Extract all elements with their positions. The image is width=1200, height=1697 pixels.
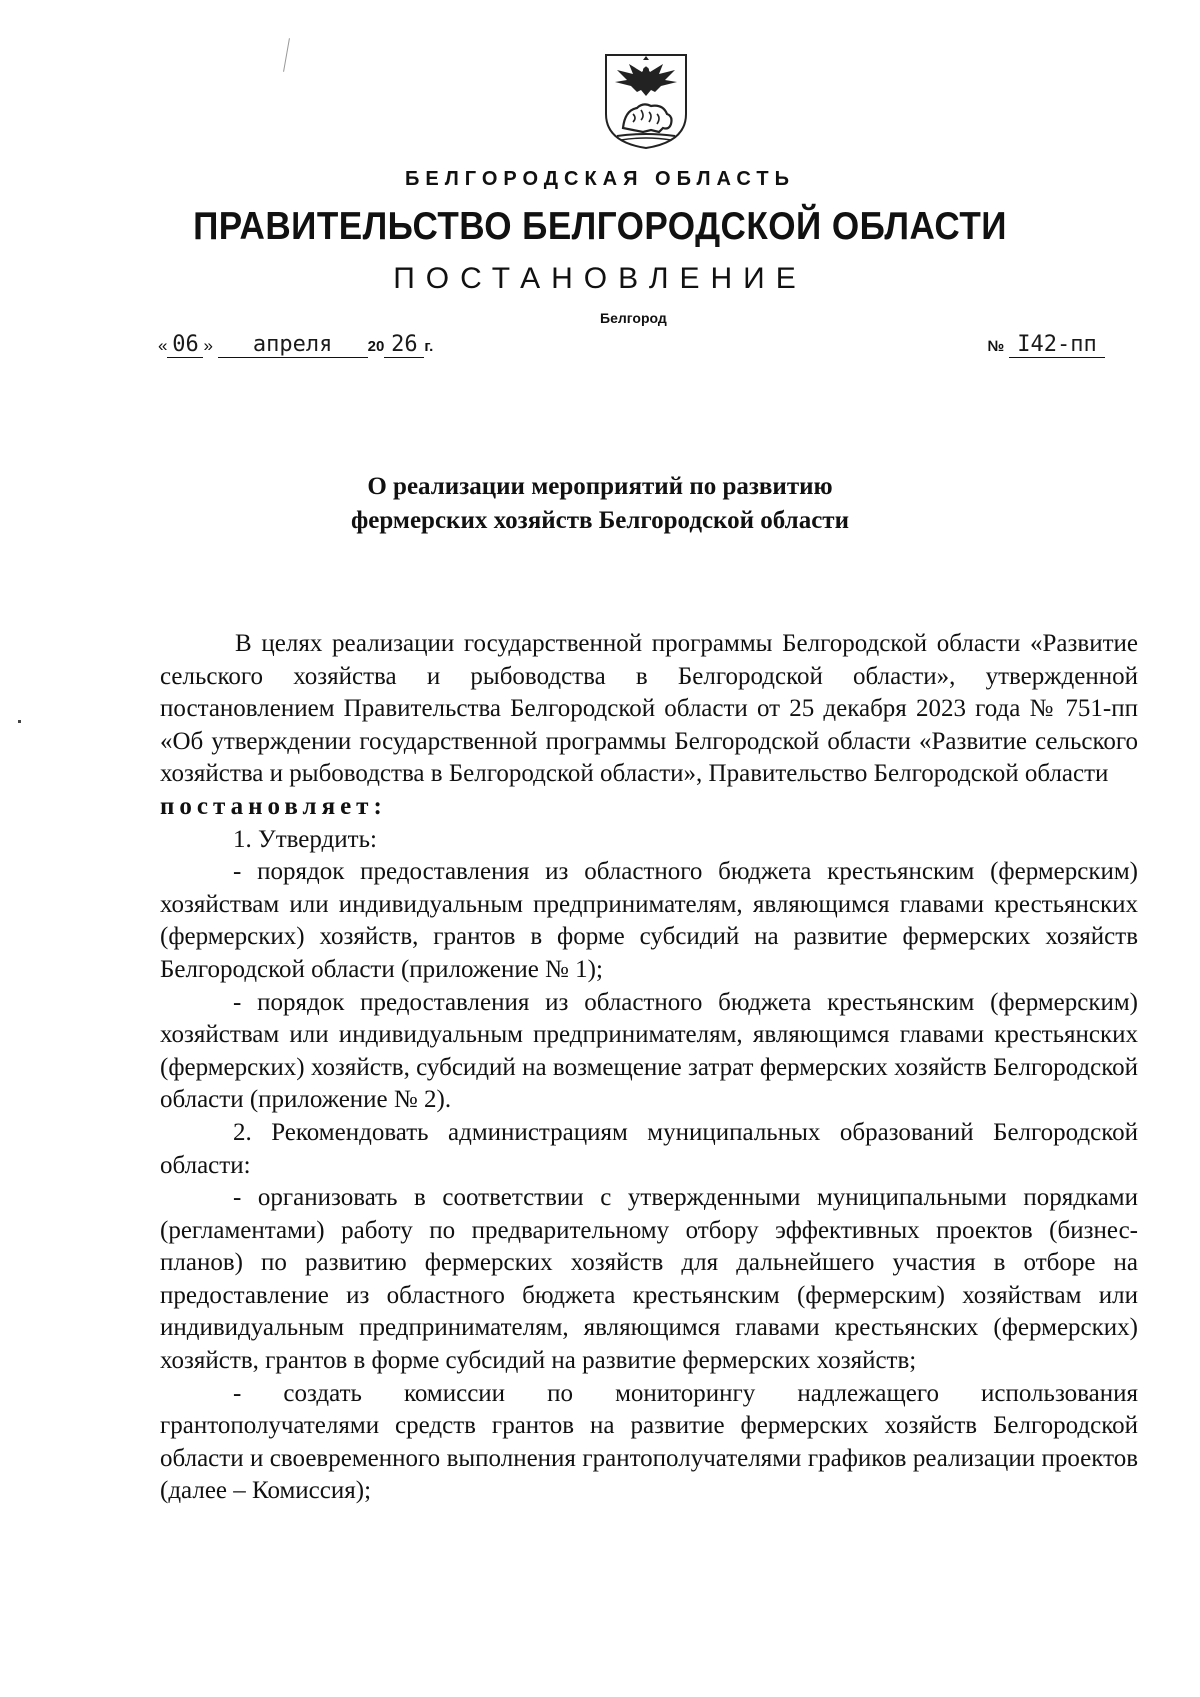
coat-of-arms-emblem bbox=[603, 52, 689, 150]
item-1-a: - порядок предоставления из областного бюджета крестьянским (фермерским) хозяйствам или индивидуальным предпринимателям, являющимся главами крестьянских (фермерских) хозяйств, грантов в форме субсидий на развитие фермерских хозяйств Белгородской области (приложение № 1); bbox=[160, 858, 1138, 983]
region-name: БЕЛГОРОДСКАЯ ОБЛАСТЬ bbox=[405, 168, 795, 190]
document-number: I42-пп bbox=[1009, 332, 1105, 358]
document-number-line bbox=[988, 332, 1105, 358]
item-1-heading: 1. Утвердить: bbox=[233, 825, 377, 853]
scan-speck bbox=[18, 720, 21, 723]
city-name: Белгород bbox=[600, 310, 667, 326]
date-day: 06 bbox=[167, 332, 203, 358]
document-body bbox=[160, 628, 1138, 1508]
title-line-1: О реализации мероприятий по развитию bbox=[367, 473, 833, 500]
item-2-heading: 2. Рекомендовать администрациям муниципальных образований Белгородской области: bbox=[160, 1118, 1138, 1179]
resolves-word bbox=[160, 791, 1138, 824]
date-year: 26 bbox=[384, 332, 424, 358]
document-type: ПОСТАНОВЛЕНИЕ bbox=[393, 262, 807, 295]
item-2-a: - организовать в соответствии с утвержденными муниципальными порядками (регламентами) работу по предварительному отбору эффективных проектов (бизнес-планов) по развитию фермерских хозяйств для дальнейшего участия в отборе на предоставление из областного бюджета крестьянским (фермерским) хозяйствам или индивидуальным предпринимателям, являющимся главами крестьянских (фермерских) хозяйств, грантов в форме субсидий на развитие фермерских хозяйств; bbox=[160, 1184, 1138, 1375]
scan-line bbox=[283, 38, 290, 72]
date-line bbox=[158, 332, 433, 358]
item-2-b: - создать комиссии по мониторингу надлежащего использования грантополучателями средств грантов на развитие фермерских хозяйств Белгородской области и своевременного выполнения грантополучателями графиков реализации проектов (далее – Комиссия); bbox=[160, 1379, 1138, 1505]
date-close-quote: » bbox=[203, 336, 213, 355]
date-year-suffix: г. bbox=[424, 338, 434, 355]
government-name: ПРАВИТЕЛЬСТВО БЕЛГОРОДСКОЙ ОБЛАСТИ bbox=[193, 205, 1007, 248]
resolves-word-text: постановляет: bbox=[160, 792, 387, 820]
document-title bbox=[0, 470, 1200, 538]
date-open-quote: « bbox=[158, 336, 168, 355]
date-month: апреля bbox=[218, 332, 368, 358]
intro-paragraph: В целях реализации государственной программы Белгородской области «Развитие сельского хозяйства и рыбоводства в Белгородской области», утвержденной постановлением Правительства Белгородской области от 25 декабря 2023 года № 751-пп «Об утверждении государственной программы Белгородской области «Развитие сельского хозяйства и рыбоводства в Белгородской области», Правительство Белгородской области bbox=[160, 630, 1138, 788]
title-line-2: фермерских хозяйств Белгородской области bbox=[351, 507, 849, 534]
number-label: № bbox=[987, 338, 1005, 355]
item-1-b: - порядок предоставления из областного бюджета крестьянским (фермерским) хозяйствам или индивидуальным предпринимателям, являющимся главами крестьянских (фермерских) хозяйств, субсидий на возмещение затрат фермерских хозяйств Белгородской области (приложение № 2). bbox=[160, 988, 1138, 1114]
date-year-prefix: 20 bbox=[367, 338, 385, 355]
